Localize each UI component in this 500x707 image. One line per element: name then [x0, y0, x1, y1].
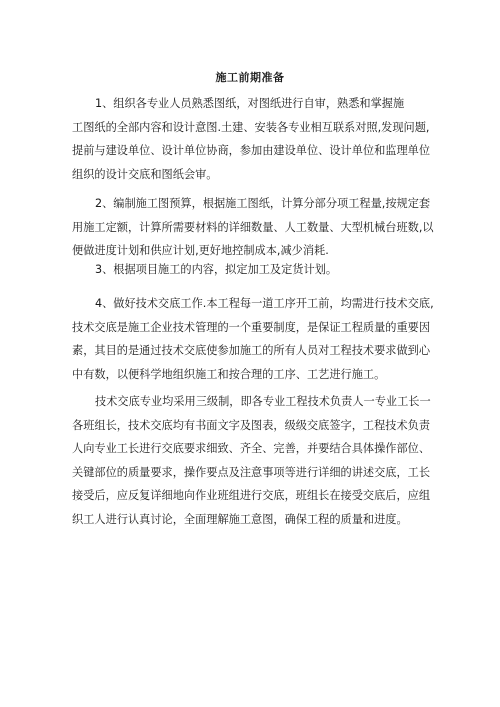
paragraph-line: 便做进度计划和供应计划,更好地控制成本,减少消耗.: [72, 244, 329, 257]
paragraph-line: 2、编制施工图预算，根据施工图纸，计算分部分项工程量,按规定套: [95, 197, 431, 210]
paragraph-3: [72, 258, 440, 282]
paragraph-1: [72, 92, 440, 186]
paragraph-line: 织工人进行认真讨论，全面理解施工意图，确保工程的质量和进度。: [72, 512, 408, 526]
paragraph-line: 3、根据项目施工的内容，拟定加工及定货计划。: [95, 263, 338, 276]
paragraph-line: 组织的设计交底和图纸会审。: [72, 167, 218, 181]
document-title: 施工前期准备: [215, 71, 285, 84]
paragraph-line: 技术交底专业均采用三级制，即各专业工程技术负责人一专业工长一: [95, 395, 431, 408]
paragraph-line: 用施工定额，计算所需要材料的详细数量、人工数量、大型机械台班数,以: [72, 220, 434, 234]
paragraph-line: 工图纸的全部内容和设计意图.土建、安装各专业相互联系对照,发现问题,: [72, 120, 430, 134]
paragraph-line: 中有数，以便科学地组织施工和按合理的工序、工艺进行施工。: [72, 367, 386, 381]
paragraph-line: 人向专业工长进行交底要求细致、齐全、完善，并要结合具体操作部位、: [72, 442, 431, 455]
paragraph-line: 1、组织各专业人员熟悉图纸，对图纸进行自审，熟悉和掌握施: [95, 97, 405, 110]
paragraph-4: [72, 292, 440, 386]
paragraph-line: 技术交底是施工企业技术管理的一个重要制度，是保证工程质量的重要因: [72, 320, 431, 334]
paragraph-line: 各班组长，技术交底均有书面文字及图表，级级交底签字，工程技术负责: [72, 418, 431, 432]
paragraph-line: 素，其目的是通过技术交底使参加施工的所有人员对工程技术要求做到心: [72, 344, 431, 357]
paragraph-5: [72, 390, 440, 531]
paragraph-line: 关键部位的质量要求，操作要点及注意事项等进行详细的讲述交底，工长: [72, 465, 431, 479]
paragraph-2: [72, 192, 440, 263]
paragraph-line: 4、做好技术交底工作.本工程每一道工序开工前，均需进行技术交底,: [95, 297, 434, 310]
paragraph-line: 接受后，应反复详细地向作业班组进行交底，班组长在接受交底后，应组: [72, 489, 431, 502]
paragraph-line: 提前与建设单位、设计单位协商，参加由建设单位、设计单位和监理单位: [72, 144, 431, 157]
